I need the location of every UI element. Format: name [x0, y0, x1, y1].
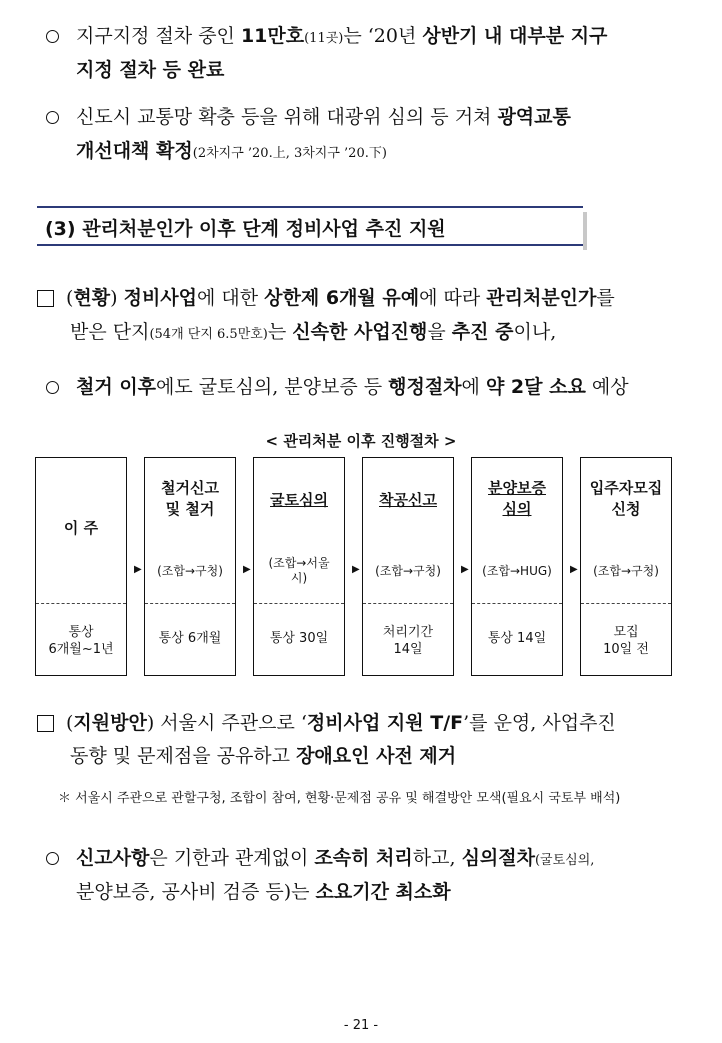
bullet-square-icon — [37, 290, 54, 307]
step-divider — [254, 603, 344, 604]
step-title: 이 주 — [63, 519, 99, 537]
step-actor: (조합→구청) — [157, 564, 223, 578]
process-step-construction-report — [362, 457, 454, 676]
para4-line: 철거 이후에도 굴토심의, 분양보증 등 행정절차에 약 2달 소요 예상 — [76, 376, 629, 398]
step-divider — [363, 603, 453, 604]
para3-line1: (현황) 정비사업에 대한 상한제 6개월 유예에 따라 관리처분인가를 — [66, 287, 615, 309]
para2-line1: 신도시 교통망 확충 등을 위해 대광위 심의 등 거쳐 광역교통 — [76, 106, 571, 128]
process-step-move — [35, 457, 127, 676]
step-duration: 통상 30일 — [269, 631, 329, 646]
bullet-circle-icon — [46, 381, 59, 394]
step-divider — [581, 603, 671, 604]
section-heading-text: (3) 관리처분인가 이후 단계 정비사업 추진 지원 — [45, 218, 446, 240]
step-duration: 통상 14일 — [487, 631, 547, 646]
process-step-excavation-review — [253, 457, 345, 676]
bullet-circle-icon — [46, 30, 59, 43]
process-title: < 관리처분 이후 진행절차 > — [265, 432, 457, 450]
footnote: ＊ 서울시 주관으로 관할구청, 조합이 참여, 현황·문제점 공유 및 해결방안 모색(필요시 국토부 배석) — [58, 791, 621, 806]
step-actor: (조합→HUG) — [482, 564, 552, 578]
arrow-right-icon: ▶ — [352, 564, 360, 575]
para3-line2: 받은 단지(54개 단지 6.5만호)는 신속한 사업진행을 추진 중이나, — [70, 321, 557, 343]
arrow-right-icon: ▶ — [134, 564, 142, 575]
bullet-square-icon — [37, 715, 54, 732]
step-title: 분양보증 심의 — [488, 479, 546, 518]
para5-line1: (지원방안) 서울시 주관으로 ‘정비사업 지원 T/F’를 운영, 사업추진 — [66, 712, 616, 734]
para2-line2: 개선대책 확정(2차지구 ’20.上, 3차지구 ’20.下) — [76, 140, 387, 162]
arrow-right-icon: ▶ — [570, 564, 578, 575]
para1-line2: 지정 절차 등 완료 — [76, 59, 225, 81]
bullet-circle-icon — [46, 852, 59, 865]
page-number: - 21 - — [343, 1018, 379, 1033]
step-duration: 처리기간 14일 — [382, 625, 434, 657]
para6-line2: 분양보증, 공사비 검증 등)는 소요기간 최소화 — [76, 881, 451, 903]
step-title: 착공신고 — [379, 491, 437, 509]
step-duration: 통상 6개월 — [158, 631, 222, 646]
step-divider — [145, 603, 235, 604]
step-duration: 모집 10일 전 — [603, 625, 649, 657]
step-title: 굴토심의 — [270, 491, 328, 509]
step-divider — [472, 603, 562, 604]
step-divider — [36, 603, 126, 604]
step-actor: (조합→구청) — [375, 564, 441, 578]
step-title: 입주자모집 신청 — [589, 479, 663, 518]
para6-line1: 신고사항은 기한과 관계없이 조속히 처리하고, 심의절차(굴토심의, — [76, 847, 595, 869]
arrow-right-icon: ▶ — [461, 564, 469, 575]
process-step-demolition — [144, 457, 236, 676]
process-step-sales-guarantee — [471, 457, 563, 676]
heading-shadow — [583, 212, 587, 250]
bullet-circle-icon — [46, 111, 59, 124]
step-title: 철거신고 및 철거 — [161, 479, 219, 518]
para1-line1: 지구지정 절차 중인 11만호(11곳)는 ‘20년 상반기 내 대부분 지구 — [76, 25, 608, 47]
step-actor: (조합→서울 시) — [268, 556, 330, 585]
para5-line2: 동향 및 문제점을 공유하고 장애요인 사전 제거 — [70, 745, 457, 767]
section-heading — [37, 206, 583, 246]
arrow-right-icon: ▶ — [243, 564, 251, 575]
process-step-tenant-recruitment — [580, 457, 672, 676]
step-actor: (조합→구청) — [593, 564, 659, 578]
step-duration: 통상 6개월~1년 — [48, 625, 114, 657]
